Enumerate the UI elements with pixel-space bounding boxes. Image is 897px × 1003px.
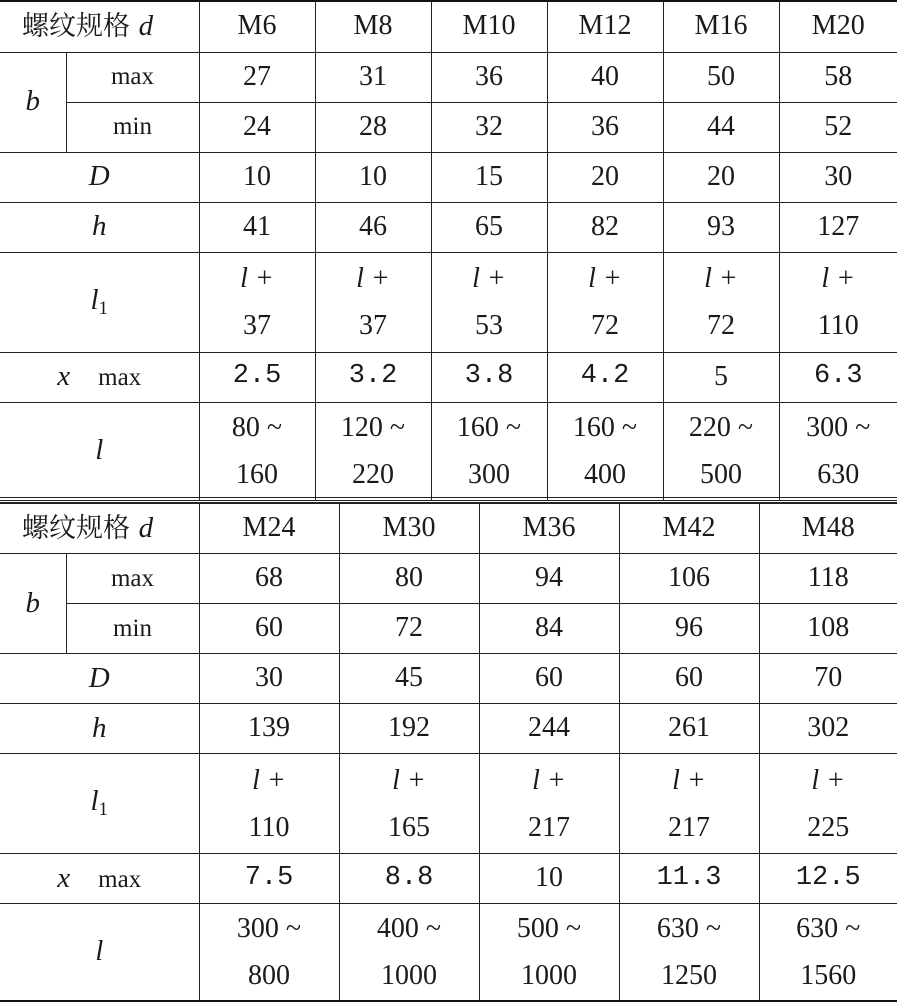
l-from: 220 ~ [688, 412, 754, 443]
x-max-text: max [98, 364, 142, 392]
x-max-cell: 11.3 [619, 854, 759, 904]
b-max-cell: 118 [759, 554, 897, 604]
l1-cell [479, 754, 619, 854]
l-range-cell [759, 904, 897, 1001]
l1-prefix: l + [252, 764, 286, 796]
x-max-cell: 7.5 [199, 854, 339, 904]
l1-value: 72 [707, 310, 735, 341]
x-max-cell: 3.8 [431, 352, 547, 402]
l1-prefix: l + [532, 764, 566, 796]
l-from: 300 ~ [236, 912, 302, 944]
b-max-cell: 106 [619, 554, 759, 604]
h-cell: 93 [663, 202, 779, 252]
size-cell: M12 [547, 1, 663, 52]
l-range-cell [199, 904, 339, 1001]
h-cell: 139 [199, 704, 339, 754]
size-cell: M20 [779, 1, 897, 52]
b-max-row [0, 554, 897, 604]
l1-value: 37 [243, 310, 271, 341]
b-min-cell: 96 [619, 604, 759, 654]
x-max-row [0, 352, 897, 402]
b-label: b [0, 554, 66, 654]
l1-subscript: 1 [98, 799, 109, 821]
l-to: 630 [817, 459, 860, 490]
b-max-cell: 68 [199, 554, 339, 604]
l1-value: 53 [475, 310, 503, 341]
h-cell: 302 [759, 704, 897, 754]
b-min-cell: 52 [779, 102, 897, 152]
D-cell: 30 [199, 654, 339, 704]
l1-value: 217 [528, 811, 570, 843]
thread-size-header-cell [0, 1, 199, 52]
D-label: D [0, 654, 199, 704]
l1-prefix: l + [588, 263, 622, 294]
D-row [0, 654, 897, 704]
b-min-cell: 28 [315, 102, 431, 152]
min-label: min [66, 604, 199, 654]
D-cell: 30 [779, 152, 897, 202]
D-cell: 70 [759, 654, 897, 704]
D-cell: 60 [619, 654, 759, 704]
b-max-cell: 27 [199, 52, 315, 102]
l-from: 120 ~ [340, 412, 406, 443]
h-cell: 192 [339, 704, 479, 754]
l1-value: 72 [591, 310, 619, 341]
l-to: 1560 [800, 959, 857, 991]
size-cell: M42 [619, 504, 759, 554]
size-cell: M10 [431, 1, 547, 52]
b-min-cell: 32 [431, 102, 547, 152]
x-symbol: x [57, 360, 71, 393]
l1-prefix: l + [356, 263, 390, 294]
x-max-cell: 6.3 [779, 352, 897, 402]
x-max-label [0, 854, 199, 904]
l1-prefix: l + [704, 263, 738, 294]
l-range-cell [619, 904, 759, 1001]
l-to: 500 [700, 459, 742, 490]
l1-value: 217 [668, 811, 710, 843]
l-to: 160 [236, 459, 278, 490]
l1-value: 165 [388, 811, 430, 843]
thread-size-label: 螺纹规格 [22, 10, 130, 42]
l-range-cell [339, 904, 479, 1001]
b-max-cell: 36 [431, 52, 547, 102]
b-min-cell: 24 [199, 102, 315, 152]
l-to: 220 [352, 459, 394, 490]
b-max-cell: 80 [339, 554, 479, 604]
l1-value: 37 [359, 310, 387, 341]
l1-cell [339, 754, 479, 854]
max-label: max [66, 554, 199, 604]
l-to: 300 [468, 459, 510, 490]
D-cell: 10 [315, 152, 431, 202]
l1-cell [431, 252, 547, 352]
h-cell: 261 [619, 704, 759, 754]
l-to: 400 [584, 459, 626, 490]
l-from: 160 ~ [456, 412, 522, 443]
b-max-cell: 58 [779, 52, 897, 102]
l-from: 500 ~ [516, 912, 582, 944]
x-max-cell: 10 [479, 854, 619, 904]
size-cell: M48 [759, 504, 897, 554]
l1-value: 110 [248, 811, 290, 843]
b-max-cell: 40 [547, 52, 663, 102]
l-from: 160 ~ [572, 412, 638, 443]
l-range-cell [479, 904, 619, 1001]
l1-label [0, 754, 199, 854]
h-cell: 46 [315, 202, 431, 252]
D-cell: 20 [547, 152, 663, 202]
l-range-cell [663, 402, 779, 500]
thread-size-symbol: d [138, 511, 154, 544]
l-from: 400 ~ [376, 912, 442, 944]
l-range-cell [547, 402, 663, 500]
size-cell: M24 [199, 504, 339, 554]
size-cell: M8 [315, 1, 431, 52]
b-min-cell: 108 [759, 604, 897, 654]
l1-cell [315, 252, 431, 352]
l-range-cell [315, 402, 431, 500]
l-from: 630 ~ [656, 912, 722, 944]
size-header-row [0, 1, 897, 52]
x-symbol: x [57, 861, 71, 894]
thread-size-label: 螺纹规格 [22, 512, 130, 544]
l1-subscript: 1 [98, 297, 109, 319]
l-row [0, 402, 897, 500]
x-max-cell: 4.2 [547, 352, 663, 402]
h-label: h [0, 202, 199, 252]
h-label: h [0, 704, 199, 754]
h-cell: 65 [431, 202, 547, 252]
b-min-cell: 72 [339, 604, 479, 654]
D-label: D [0, 152, 199, 202]
h-cell: 244 [479, 704, 619, 754]
l-range-cell [431, 402, 547, 500]
D-row [0, 152, 897, 202]
b-max-cell: 94 [479, 554, 619, 604]
D-cell: 60 [479, 654, 619, 704]
l-range-cell [779, 402, 897, 500]
D-cell: 20 [663, 152, 779, 202]
b-min-cell: 44 [663, 102, 779, 152]
l1-row [0, 252, 897, 352]
l1-value: 110 [817, 310, 859, 341]
l1-cell [619, 754, 759, 854]
h-cell: 127 [779, 202, 897, 252]
l1-prefix: l + [240, 263, 274, 294]
b-max-cell: 31 [315, 52, 431, 102]
b-max-cell: 50 [663, 52, 779, 102]
l1-prefix: l + [392, 764, 426, 796]
table-divider-line [0, 497, 897, 498]
l1-cell [759, 754, 897, 854]
l-from: 300 ~ [806, 412, 871, 443]
D-cell: 10 [199, 152, 315, 202]
x-max-cell: 5 [663, 352, 779, 402]
b-min-cell: 84 [479, 604, 619, 654]
size-cell: M6 [199, 1, 315, 52]
l1-cell [779, 252, 897, 352]
l-from: 80 ~ [231, 412, 283, 443]
h-cell: 82 [547, 202, 663, 252]
b-min-row [0, 102, 897, 152]
x-max-label [0, 352, 199, 402]
h-row [0, 704, 897, 754]
h-row [0, 202, 897, 252]
thread-spec-table-1 [0, 0, 897, 501]
l-to: 1000 [381, 959, 437, 991]
x-max-cell: 8.8 [339, 854, 479, 904]
l1-cell [663, 252, 779, 352]
l1-row [0, 754, 897, 854]
x-max-cell: 12.5 [759, 854, 897, 904]
l1-symbol: l [90, 283, 99, 316]
l1-prefix: l + [472, 263, 506, 294]
size-cell: M16 [663, 1, 779, 52]
l-to: 800 [248, 959, 290, 991]
b-min-row [0, 604, 897, 654]
x-max-row [0, 854, 897, 904]
size-cell: M36 [479, 504, 619, 554]
x-max-cell: 2.5 [199, 352, 315, 402]
l1-cell [547, 252, 663, 352]
b-min-cell: 60 [199, 604, 339, 654]
size-cell: M30 [339, 504, 479, 554]
thread-size-symbol: d [138, 9, 154, 42]
min-label: min [66, 102, 199, 152]
l-range-cell [199, 402, 315, 500]
l1-prefix: l + [672, 764, 706, 796]
thread-spec-table-2 [0, 503, 897, 1002]
l1-symbol: l [90, 785, 99, 818]
l1-cell [199, 754, 339, 854]
max-label: max [66, 52, 199, 102]
l-to: 1250 [661, 959, 717, 991]
x-max-text: max [98, 865, 142, 893]
l1-cell [199, 252, 315, 352]
D-cell: 15 [431, 152, 547, 202]
D-cell: 45 [339, 654, 479, 704]
l-label: l [0, 904, 199, 1001]
l1-label [0, 252, 199, 352]
thread-size-header-cell [0, 504, 199, 554]
b-label: b [0, 52, 66, 152]
b-min-cell: 36 [547, 102, 663, 152]
x-max-cell: 3.2 [315, 352, 431, 402]
l-label: l [0, 402, 199, 500]
l1-value: 225 [807, 811, 850, 843]
l-to: 1000 [521, 959, 577, 991]
b-max-row [0, 52, 897, 102]
l-row [0, 904, 897, 1001]
l1-prefix: l + [821, 263, 856, 294]
h-cell: 41 [199, 202, 315, 252]
size-header-row [0, 504, 897, 554]
l-from: 630 ~ [796, 912, 861, 944]
l1-prefix: l + [811, 764, 846, 796]
